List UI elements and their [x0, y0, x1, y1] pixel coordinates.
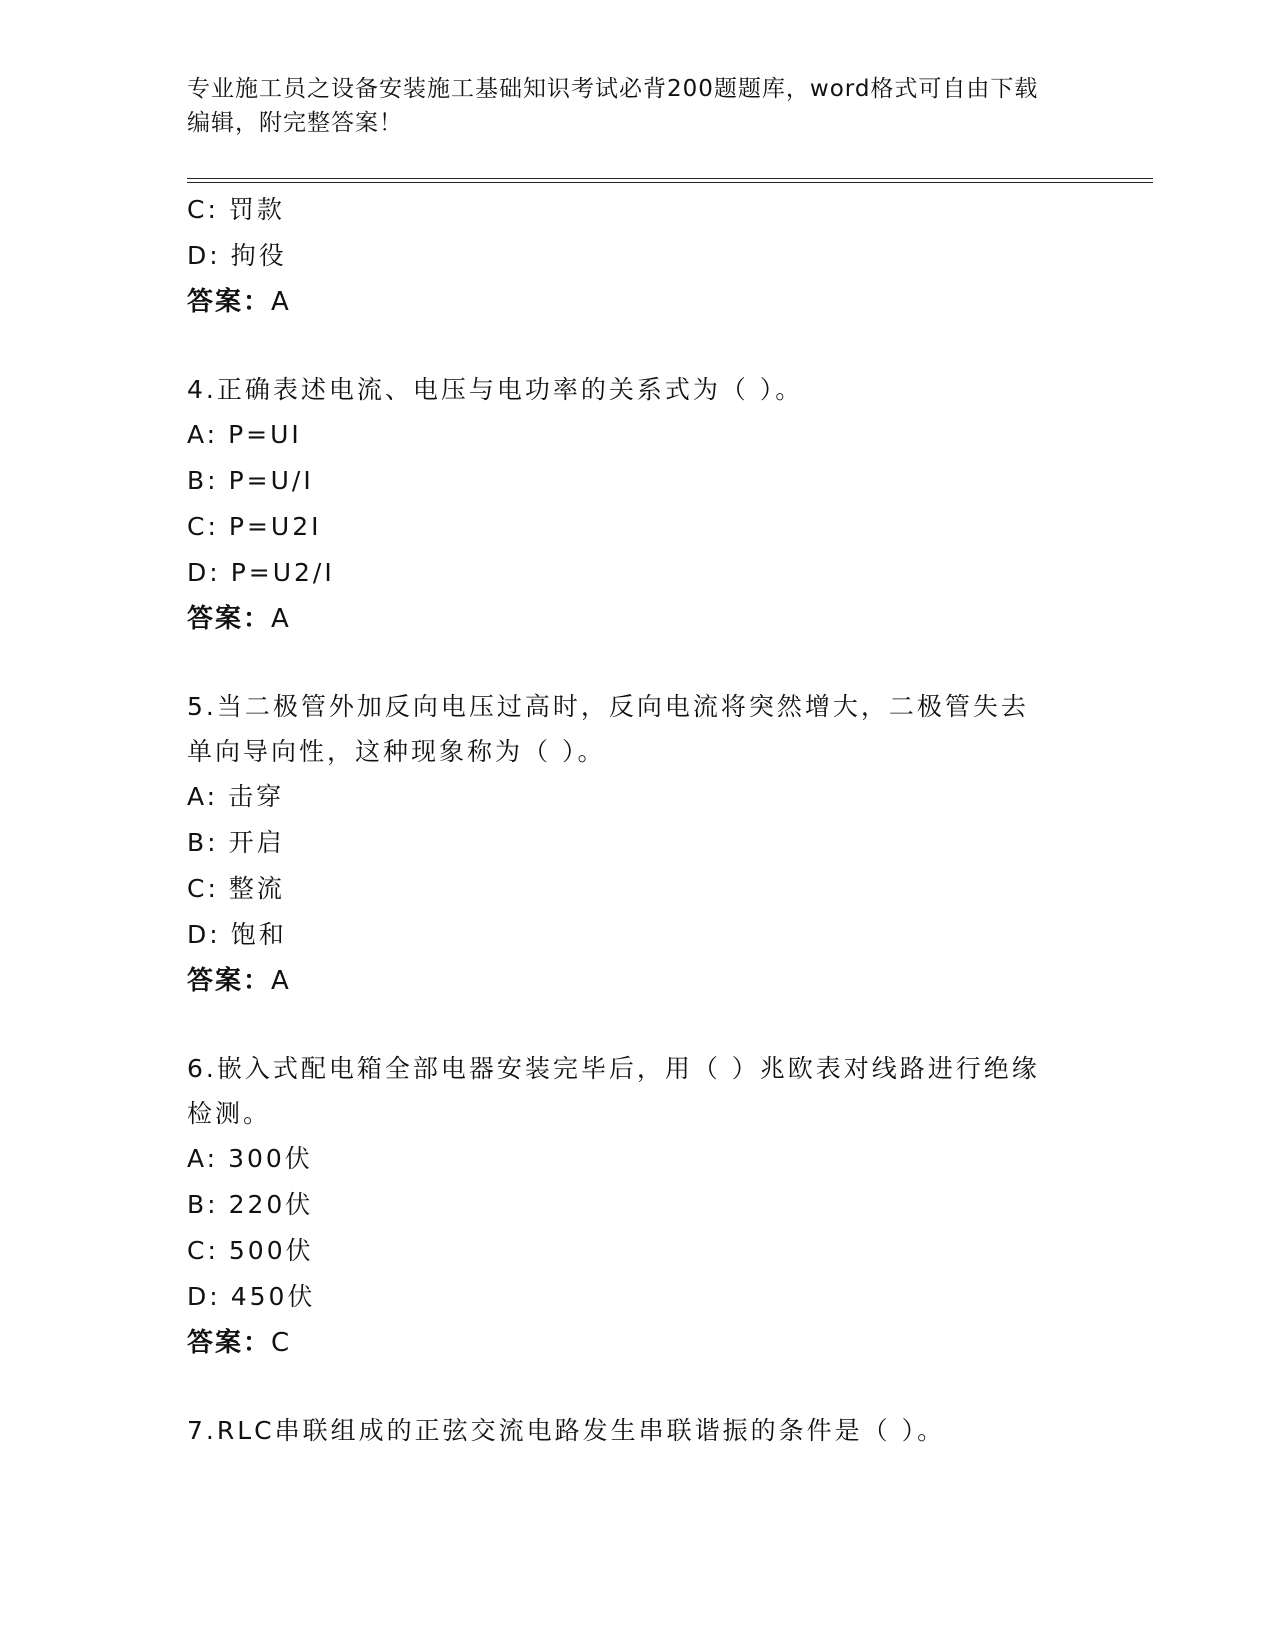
option-letter: D:	[187, 920, 221, 949]
answer-label: 答案：	[187, 604, 272, 634]
question-number: 5.	[187, 692, 217, 721]
header-double-rule	[187, 178, 1153, 183]
option-a	[187, 412, 1087, 458]
question-text	[187, 1408, 1087, 1453]
option-text: P=U2/I	[230, 558, 335, 587]
answer-label: 答案：	[187, 966, 272, 996]
option-text: 饱和	[230, 920, 287, 949]
option-text: 整流	[228, 874, 285, 903]
question-5	[187, 684, 1087, 1004]
answer-line	[187, 958, 1087, 1004]
question-stem: 当二极管外加反向电压过高时，反向电流将突然增大，二极管失去单向导向性，这种现象称为（ ）。	[187, 692, 1029, 766]
answer-line	[187, 279, 1087, 325]
question-text	[187, 684, 1047, 774]
option-letter: A:	[187, 420, 219, 449]
option-a	[187, 774, 1087, 820]
option-text: P=U/I	[228, 466, 314, 495]
option-b	[187, 820, 1087, 866]
option-letter: A:	[187, 1144, 219, 1173]
answer-line	[187, 596, 1087, 642]
question-text	[187, 367, 1087, 412]
option-text: 220伏	[228, 1190, 314, 1219]
question-number: 6.	[187, 1054, 217, 1083]
question-stem: 正确表述电流、电压与电功率的关系式为（ ）。	[216, 375, 804, 404]
answer-label: 答案：	[187, 287, 272, 317]
option-text: 击穿	[228, 782, 285, 811]
option-d	[187, 912, 1087, 958]
question-6	[187, 1046, 1087, 1366]
option-text: P=UI	[228, 420, 302, 449]
question-stem: 嵌入式配电箱全部电器安装完毕后，用（ ）兆欧表对线路进行绝缘检测。	[187, 1054, 1040, 1128]
answer-label: 答案：	[187, 1328, 272, 1358]
question-number: 4.	[187, 375, 217, 404]
answer-line	[187, 1320, 1087, 1366]
option-d	[187, 1274, 1087, 1320]
question-4	[187, 367, 1087, 642]
option-letter: A:	[187, 782, 219, 811]
option-text: 开启	[228, 828, 285, 857]
option-text: 拘役	[230, 241, 287, 270]
option-c	[187, 504, 1087, 550]
option-text: P=U2I	[228, 512, 322, 541]
answer-value: A	[271, 604, 291, 634]
option-a	[187, 1136, 1087, 1182]
option-letter: B:	[187, 828, 219, 857]
document-body	[187, 187, 1087, 1453]
option-b	[187, 1182, 1087, 1228]
answer-value: A	[271, 287, 291, 317]
option-letter: D:	[187, 241, 221, 270]
header-title-line-1: 专业施工员之设备安装施工基础知识考试必背200题题库，word格式可自由下载	[187, 76, 1039, 102]
option-c	[187, 187, 1087, 233]
answer-value: C	[271, 1328, 292, 1358]
option-letter: C:	[187, 874, 219, 903]
option-letter: D:	[187, 558, 221, 587]
header-title-line-2: 编辑，附完整答案！	[187, 110, 403, 136]
option-d	[187, 233, 1087, 279]
option-text: 300伏	[228, 1144, 313, 1173]
question-7	[187, 1408, 1087, 1453]
option-text: 500伏	[228, 1236, 314, 1265]
answer-value: A	[271, 966, 291, 996]
page-header	[187, 72, 1087, 140]
option-c	[187, 866, 1087, 912]
option-c	[187, 1228, 1087, 1274]
option-letter: B:	[187, 466, 219, 495]
option-text: 450伏	[230, 1282, 316, 1311]
question-number: 7.	[187, 1416, 217, 1445]
option-letter: C:	[187, 1236, 219, 1265]
option-b	[187, 458, 1087, 504]
option-letter: C:	[187, 512, 219, 541]
question-stem: RLC串联组成的正弦交流电路发生串联谐振的条件是（ ）。	[216, 1416, 946, 1445]
option-letter: B:	[187, 1190, 219, 1219]
option-letter: C:	[187, 195, 219, 224]
option-text: 罚款	[228, 195, 285, 224]
question-text	[187, 1046, 1067, 1136]
option-d	[187, 550, 1087, 596]
question-fragment	[187, 187, 1087, 325]
option-letter: D:	[187, 1282, 221, 1311]
